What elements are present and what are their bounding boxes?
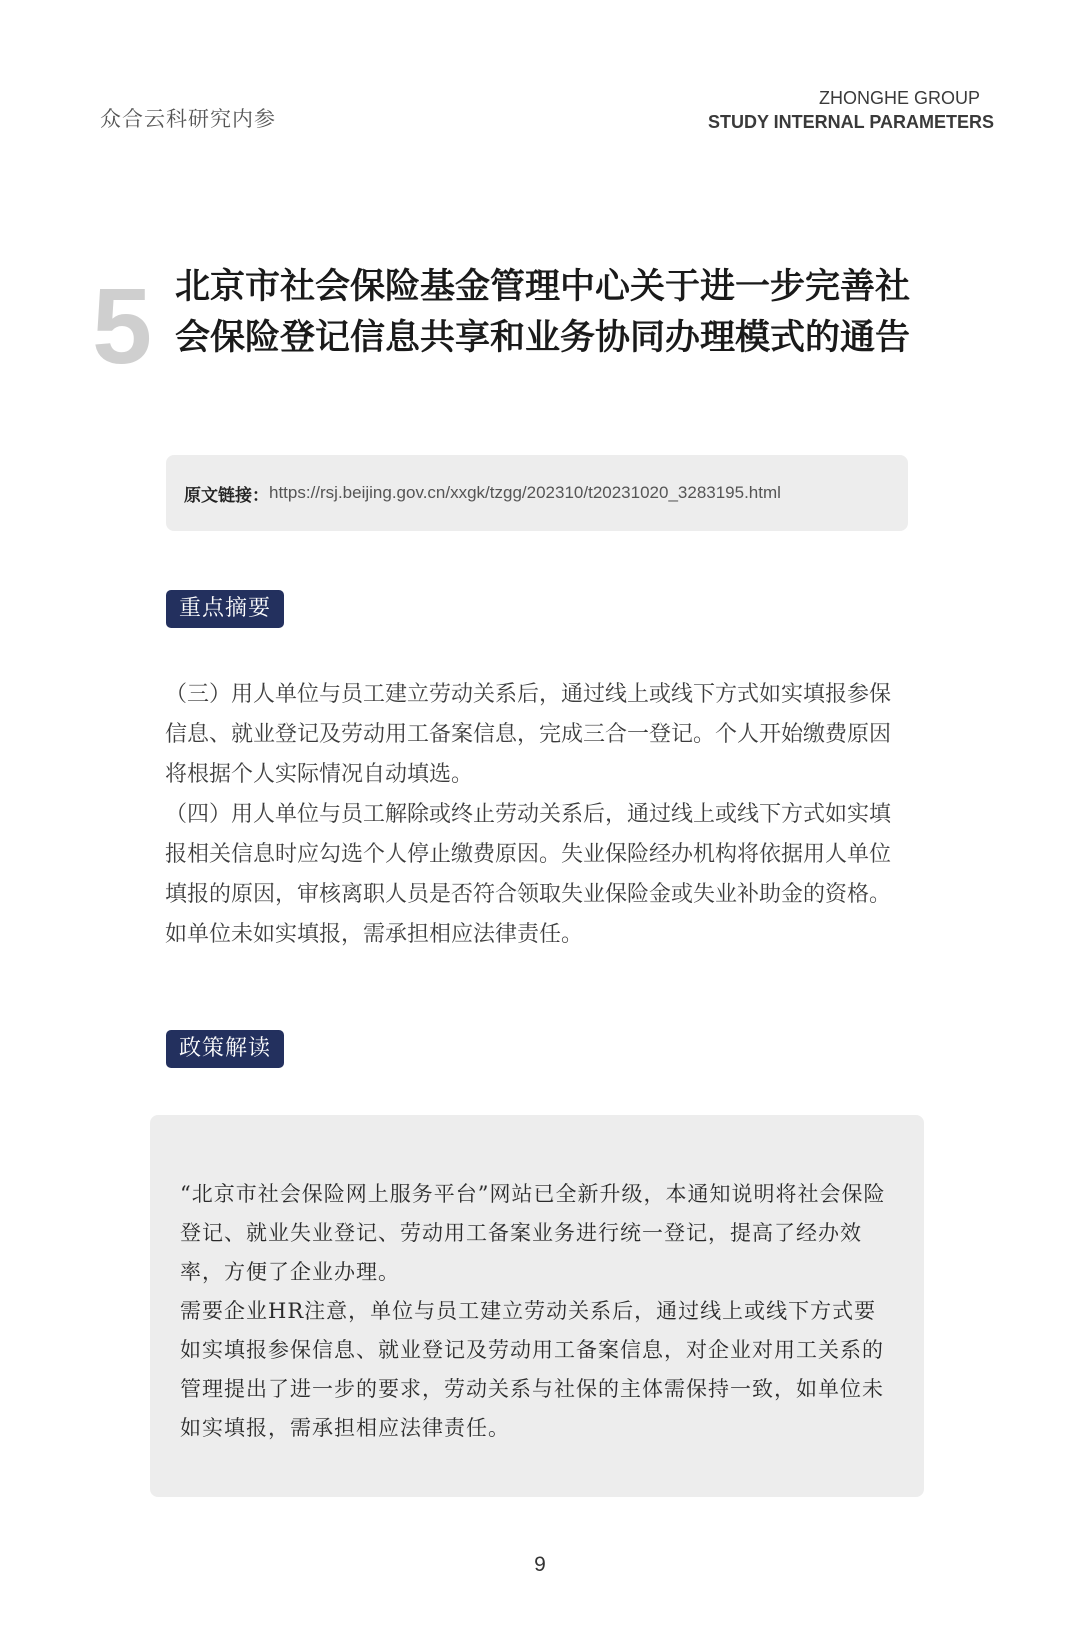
- article-title: 北京市社会保险基金管理中心关于进一步完善社会保险登记信息共享和业务协同办理模式的通告: [175, 267, 911, 358]
- source-link-url[interactable]: https://rsj.beijing.gov.cn/xxgk/tzgg/202310/t20231020_3283195.html: [269, 483, 781, 502]
- company-name: ZHONGHE GROUP: [818, 88, 980, 108]
- source-link-box: [166, 455, 908, 531]
- section-number: 5: [92, 265, 153, 386]
- policy-interpretation-box: [150, 1115, 924, 1497]
- policy-paragraph: “北京市社会保险网上服务平台”网站已全新升级，本通知说明将社会保险登记、就业失业登记、劳动用工备案业务进行统一登记，提高了经办效率，方便了企业办理。: [180, 1182, 886, 1284]
- summary-tag: 重点摘要: [166, 590, 284, 628]
- summary-body: [165, 675, 895, 955]
- summary-paragraph: （四）用人单位与员工解除或终止劳动关系后，通过线上或线下方式如实填报相关信息时应勾选个人停止缴费原因。失业保险经办机构将依据用人单位填报的原因，审核离职人员是否符合领取失业保险金或失业补助金的资格。如单位未如实填报，需承担相应法律责任。: [165, 802, 892, 947]
- policy-paragraph: 需要企业HR注意，单位与员工建立劳动关系后，通过线上或线下方式要如实填报参保信息、就业登记及劳动用工备案信息，对企业对用工关系的管理提出了进一步的要求，劳动关系与社保的主体需保持一致，如单位未如实填报，需承担相应法律责任。: [180, 1299, 884, 1440]
- company-subtitle: STUDY INTERNAL PARAMETERS: [707, 112, 994, 132]
- source-link-label: 原文链接：: [184, 485, 269, 506]
- policy-tag: 政策解读: [166, 1030, 284, 1068]
- summary-paragraph: （三）用人单位与员工建立劳动关系后，通过线上或线下方式如实填报参保信息、就业登记及劳动用工备案信息，完成三合一登记。个人开始缴费原因将根据个人实际情况自动填选。: [165, 682, 892, 787]
- company-header: [708, 86, 994, 134]
- page-number: 9: [534, 1553, 546, 1576]
- publication-name: 众合云科研究内参: [100, 107, 276, 131]
